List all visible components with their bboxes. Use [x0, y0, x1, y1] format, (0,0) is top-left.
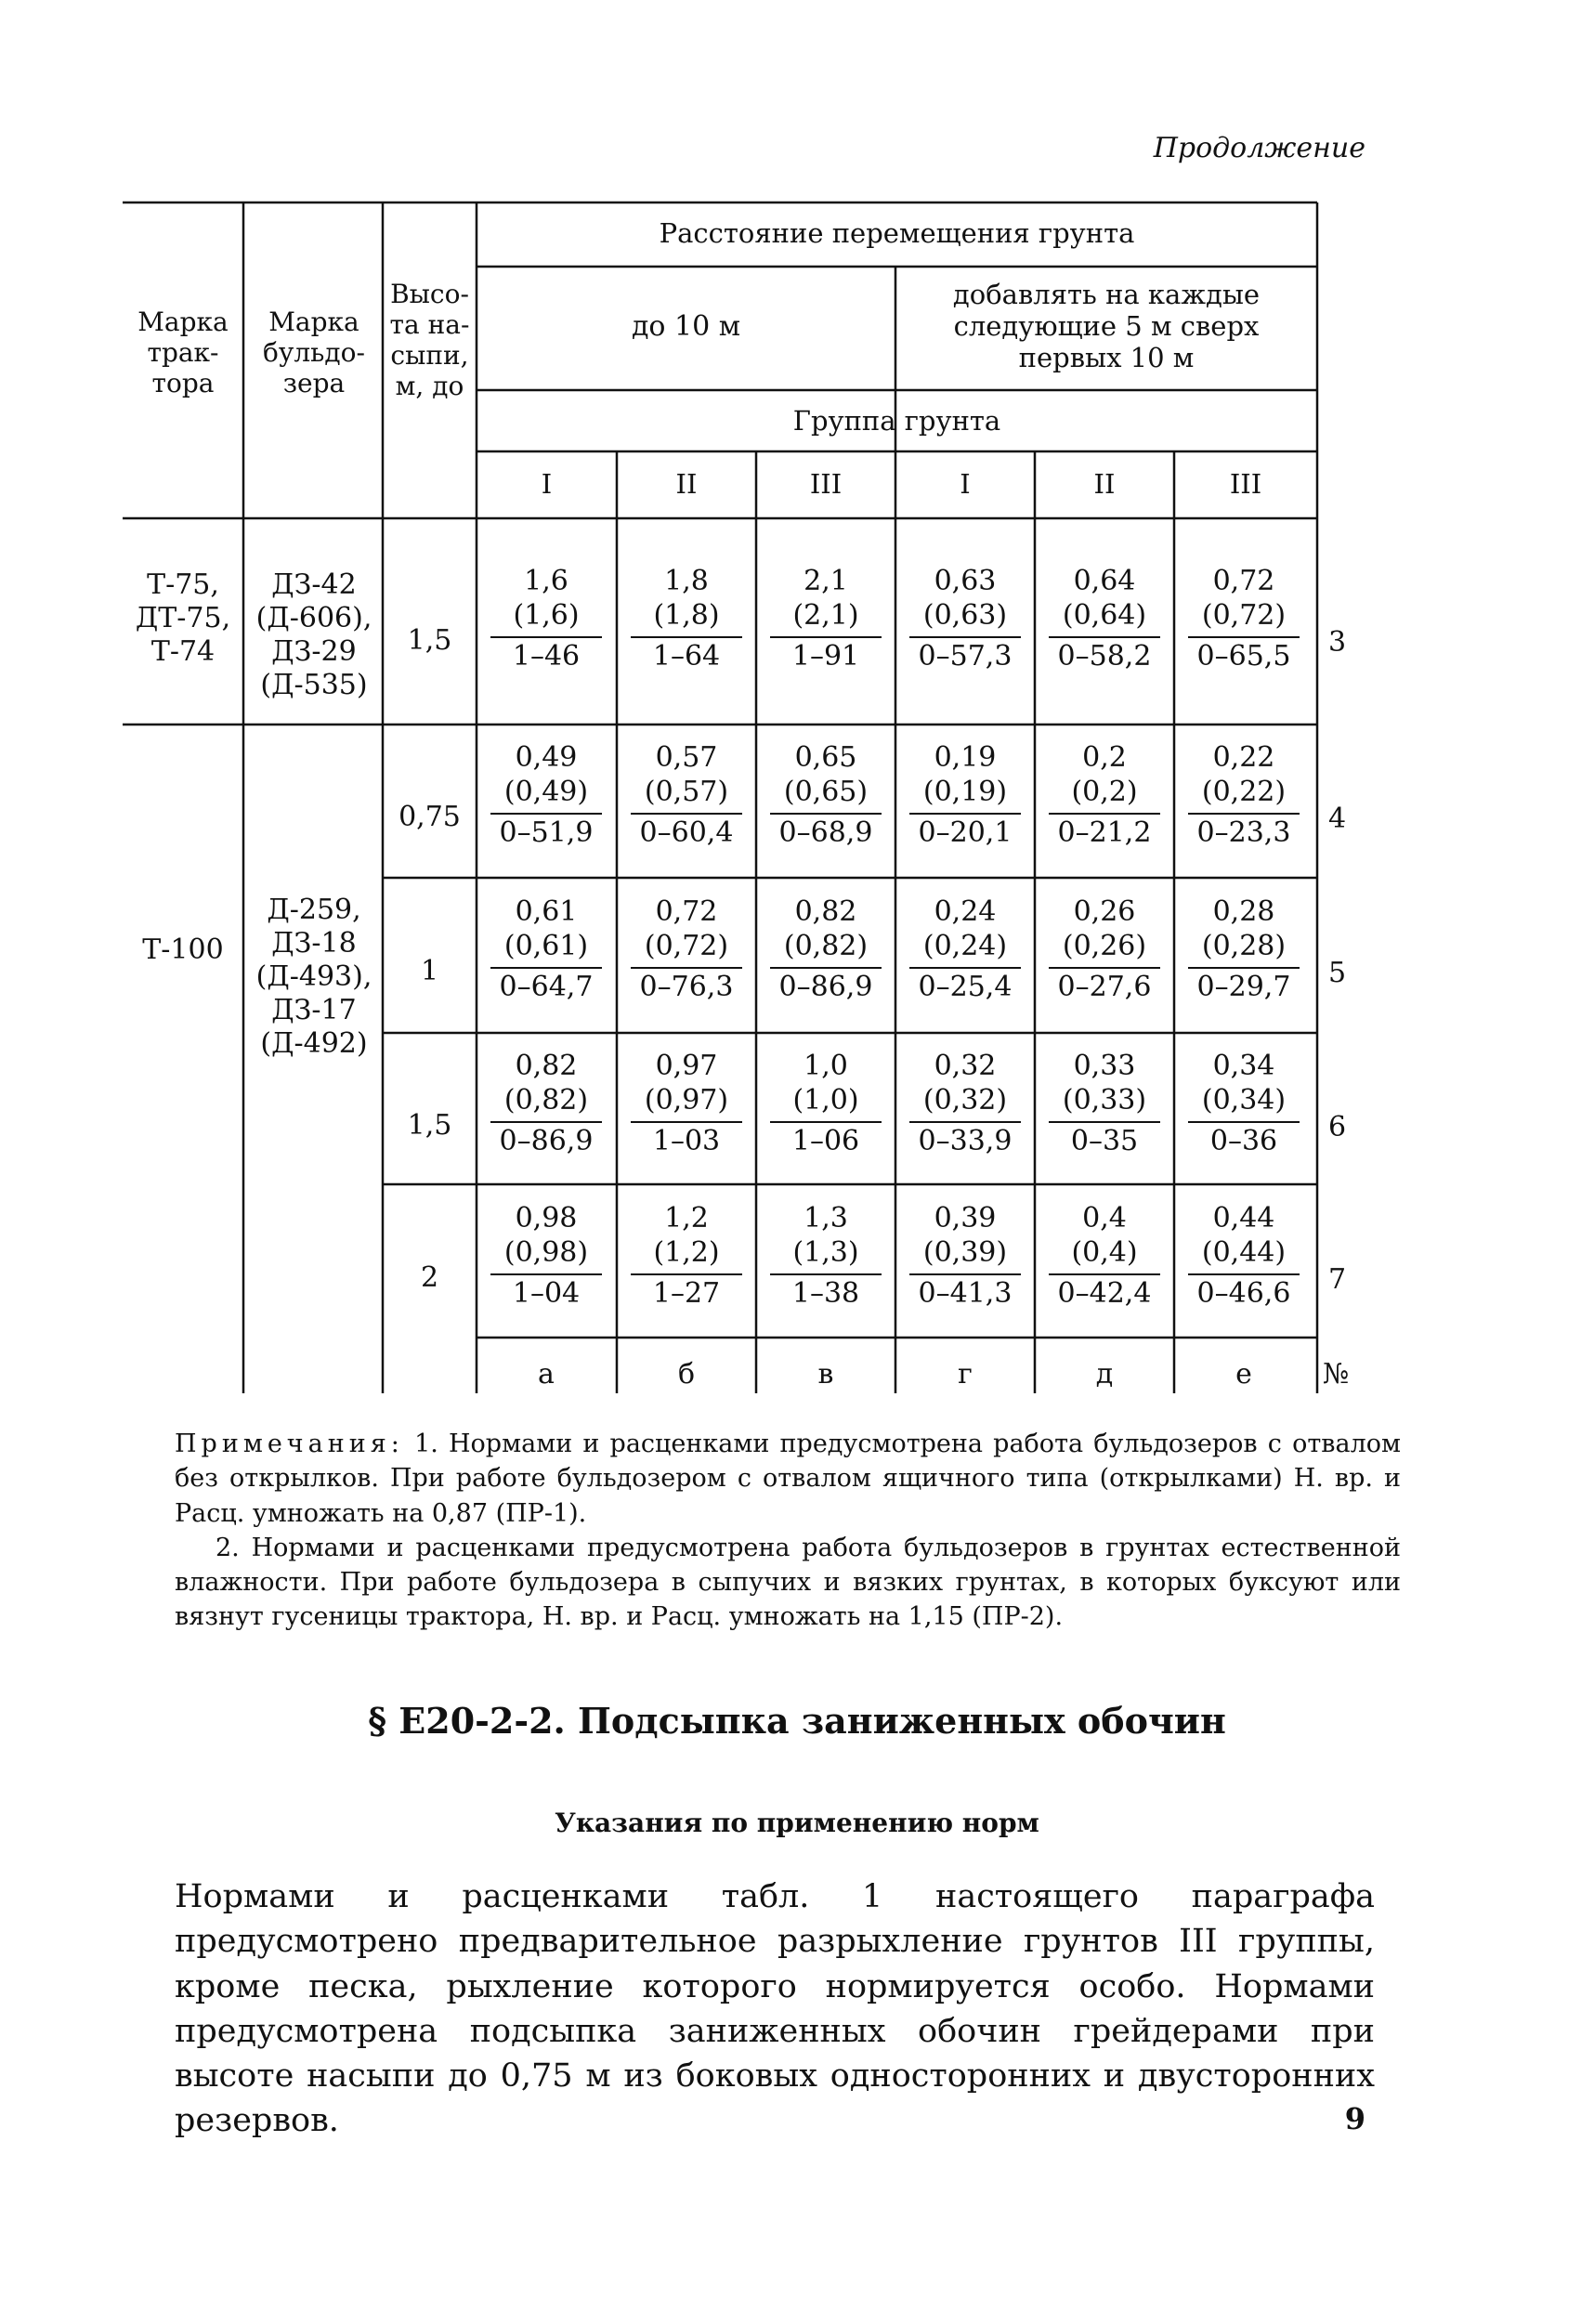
rate-time-alt: (0,34)	[1201, 1083, 1287, 1116]
rate-price: 0–51,9	[490, 813, 602, 851]
rate-time-alt: (0,65)	[783, 775, 869, 808]
column-label: б	[677, 1358, 696, 1390]
rate-price: 0–42,4	[1049, 1273, 1160, 1312]
rate-time: 2,1	[804, 565, 848, 597]
row-number: 6	[1328, 1111, 1347, 1143]
note-1-text: 1. Нормами и расценками предусмотрена работа бульдозеров с отвалом без открылков. При работе бульдозером с отвалом ящичного типа (открылками) Н. вр. и Расц. умножать на 0,87 (ПР-1).	[175, 1430, 1401, 1528]
rate-time-alt: (1,3)	[792, 1235, 859, 1269]
rate-price: 1–03	[631, 1121, 742, 1159]
rate-time: 0,28	[1212, 895, 1275, 928]
rate-time: 0,34	[1212, 1050, 1275, 1082]
rate-time: 0,26	[1073, 895, 1136, 928]
rate-price: 0–20,1	[909, 813, 1021, 851]
rate-time: 0,32	[934, 1050, 997, 1082]
rate-cell	[756, 741, 895, 851]
rate-time: 0,61	[515, 895, 578, 928]
rate-cell	[477, 741, 616, 851]
rate-time-alt: (0,28)	[1201, 929, 1287, 962]
rate-cell	[756, 565, 895, 674]
rate-price: 1–64	[631, 636, 742, 674]
rate-time: 1,6	[524, 565, 568, 597]
continuation-label: Продолжение	[1153, 132, 1365, 164]
rate-cell	[477, 565, 616, 674]
rate-price: 1–38	[770, 1273, 882, 1312]
rate-price: 1–91	[770, 636, 882, 674]
group-header: III	[809, 468, 843, 500]
rate-time-alt: (2,1)	[792, 598, 859, 632]
rate-time: 0,2	[1082, 741, 1127, 774]
group-header: II	[1093, 468, 1116, 500]
rate-cell	[756, 895, 895, 1005]
rate-price: 0–57,3	[909, 636, 1021, 674]
rate-time-alt: (0,26)	[1062, 929, 1147, 962]
rate-price: 0–86,9	[770, 967, 882, 1005]
rate-cell	[1174, 565, 1313, 674]
rate-price: 1–27	[631, 1273, 742, 1312]
rate-time: 0,39	[934, 1202, 997, 1234]
group-header: I	[960, 468, 971, 500]
rate-time: 0,72	[1212, 565, 1275, 597]
rate-price: 0–36	[1188, 1121, 1300, 1159]
rate-cell	[1035, 1050, 1174, 1159]
rate-time: 1,8	[664, 565, 709, 597]
note-2-text: 2. Нормами и расценками предусмотрена работа бульдозеров в грунтах естественной влажности. При работе бульдозера в сыпучих и вязких грунтах, в которых буксуют или вязнут гусеницы трактора, Н. вр. и Расц. умножать на 1,15 (ПР-2).	[175, 1533, 1401, 1632]
height-value: 2	[420, 1261, 439, 1294]
rate-time-alt: (0,72)	[644, 929, 729, 962]
body-paragraph: Нормами и расценками табл. 1 настоящего параграфа предусмотрено предварительное разрыхление грунтов III группы, кроме песка, рыхление которого нормируется особо. Нормами предусмотрена подсыпка заниженных обочин грейдерами при высоте насыпи до 0,75 м из боковых односторонних и двусторонних резервов.	[175, 1878, 1375, 2140]
tractor-2: Т-100	[142, 934, 224, 966]
rate-cell	[1174, 1050, 1313, 1159]
rate-price: 0–46,6	[1188, 1273, 1300, 1312]
rate-cell	[477, 895, 616, 1005]
rate-price: 0–23,3	[1188, 813, 1300, 851]
rate-price: 0–35	[1049, 1121, 1160, 1159]
rate-price: 0–86,9	[490, 1121, 602, 1159]
row-number: 4	[1328, 803, 1347, 835]
note-2	[175, 1531, 1401, 1635]
rate-time: 1,0	[804, 1050, 848, 1082]
rate-price: 0–60,4	[631, 813, 742, 851]
rate-price: 0–76,3	[631, 967, 742, 1005]
rate-time-alt: (0,24)	[922, 929, 1008, 962]
rate-cell	[1174, 895, 1313, 1005]
column-label: г	[958, 1358, 973, 1390]
rate-time-alt: (1,6)	[513, 598, 580, 632]
rate-price: 0–41,3	[909, 1273, 1021, 1312]
rate-time: 1,3	[804, 1202, 848, 1234]
rate-time: 1,2	[664, 1202, 709, 1234]
rate-cell	[895, 565, 1035, 674]
rate-price: 0–29,7	[1188, 967, 1300, 1005]
rate-cell	[895, 895, 1035, 1005]
rate-cell	[756, 1202, 895, 1312]
rate-time-alt: (0,63)	[922, 598, 1008, 632]
rate-cell	[617, 1202, 756, 1312]
column-label: д	[1095, 1358, 1114, 1390]
rate-time: 0,64	[1073, 565, 1136, 597]
rate-cell	[617, 1050, 756, 1159]
header-add-each: добавлять на каждые следующие 5 м сверх первых 10 м	[952, 279, 1261, 374]
rate-price: 1–46	[490, 636, 602, 674]
rate-time-alt: (0,97)	[644, 1083, 729, 1116]
rate-price: 0–65,5	[1188, 636, 1300, 674]
rate-time-alt: (1,2)	[653, 1235, 720, 1269]
bulldozer-1: ДЗ-42 (Д-606), ДЗ-29 (Д-535)	[255, 568, 372, 701]
rate-price: 0–64,7	[490, 967, 602, 1005]
tractor-1: Т-75, ДТ-75, Т-74	[135, 568, 231, 668]
rate-time-alt: (0,82)	[503, 1083, 589, 1116]
rate-price: 1–06	[770, 1121, 882, 1159]
header-tractor: Марка трак-тора	[137, 307, 229, 399]
rate-time-alt: (0,33)	[1062, 1083, 1147, 1116]
rate-time: 0,72	[655, 895, 718, 928]
bulldozer-2: Д-259, ДЗ-18 (Д-493), ДЗ-17 (Д-492)	[255, 894, 372, 1060]
rate-cell	[895, 1050, 1035, 1159]
rate-time: 0,65	[794, 741, 857, 774]
height-value: 1	[420, 955, 439, 987]
rate-time-alt: (0,61)	[503, 929, 589, 962]
column-label: а	[538, 1358, 555, 1390]
row-number: 5	[1328, 957, 1347, 989]
rate-time-alt: (0,49)	[503, 775, 589, 808]
rate-time-alt: (0,82)	[783, 929, 869, 962]
height-value: 0,75	[398, 801, 461, 833]
group-header: III	[1229, 468, 1262, 500]
rate-cell	[1035, 565, 1174, 674]
row-number: 3	[1328, 626, 1347, 659]
height-value: 1,5	[407, 1109, 452, 1142]
rate-cell	[1035, 1202, 1174, 1312]
rate-cell	[1174, 1202, 1313, 1312]
rate-time-alt: (0,57)	[644, 775, 729, 808]
rate-cell	[756, 1050, 895, 1159]
rate-time-alt: (0,4)	[1071, 1235, 1138, 1269]
rate-cell	[477, 1202, 616, 1312]
rate-time: 0,44	[1212, 1202, 1275, 1234]
header-distance: Расстояние перемещения грунта	[659, 217, 1135, 249]
rate-cell	[617, 895, 756, 1005]
rate-cell	[617, 741, 756, 851]
rate-price: 1–04	[490, 1273, 602, 1312]
rate-time-alt: (0,98)	[503, 1235, 589, 1269]
rate-time-alt: (0,44)	[1201, 1235, 1287, 1269]
rate-time: 0,82	[515, 1050, 578, 1082]
rate-time-alt: (0,2)	[1071, 775, 1138, 808]
height-value: 1,5	[407, 624, 452, 657]
rate-time-alt: (1,0)	[792, 1083, 859, 1116]
rate-price: 0–33,9	[909, 1121, 1021, 1159]
header-height: Высо-та на-сыпи, м, до	[389, 279, 470, 402]
rate-time: 0,97	[655, 1050, 718, 1082]
rate-price: 0–68,9	[770, 813, 882, 851]
column-label: в	[817, 1358, 834, 1390]
notes-title: Примечания:	[175, 1430, 404, 1458]
page-number: 9	[1344, 2101, 1365, 2136]
rate-cell	[895, 741, 1035, 851]
rate-time: 0,4	[1082, 1202, 1127, 1234]
column-label: е	[1235, 1358, 1252, 1390]
rate-price: 0–58,2	[1049, 636, 1160, 674]
rate-time-alt: (0,22)	[1201, 775, 1287, 808]
rate-time: 0,82	[794, 895, 857, 928]
rate-time: 0,19	[934, 741, 997, 774]
section-title: § Е20-2-2. Подсыпка заниженных обочин	[368, 1700, 1226, 1742]
rate-price: 0–27,6	[1049, 967, 1160, 1005]
rate-time-alt: (0,19)	[922, 775, 1008, 808]
rate-time-alt: (1,8)	[653, 598, 720, 632]
rate-time: 0,49	[515, 741, 578, 774]
rate-cell	[1035, 895, 1174, 1005]
rate-price: 0–21,2	[1049, 813, 1160, 851]
note-1	[175, 1427, 1401, 1531]
rate-cell	[1174, 741, 1313, 851]
rate-time-alt: (0,72)	[1201, 598, 1287, 632]
rate-cell	[477, 1050, 616, 1159]
rate-price: 0–25,4	[909, 967, 1021, 1005]
rate-time-alt: (0,32)	[922, 1083, 1008, 1116]
rate-time-alt: (0,64)	[1062, 598, 1147, 632]
rate-time: 0,57	[655, 741, 718, 774]
num-label: №	[1323, 1358, 1350, 1390]
header-up-to-10: до 10 м	[631, 310, 741, 343]
rate-time-alt: (0,39)	[922, 1235, 1008, 1269]
group-header: I	[541, 468, 553, 500]
group-header: II	[675, 468, 698, 500]
rate-time: 0,22	[1212, 741, 1275, 774]
rate-time: 0,24	[934, 895, 997, 928]
rate-cell	[617, 565, 756, 674]
subheading: Указания по применению норм	[555, 1808, 1039, 1838]
rate-cell	[1035, 741, 1174, 851]
rate-time: 0,33	[1073, 1050, 1136, 1082]
notes	[175, 1427, 1401, 1635]
rate-time: 0,63	[934, 565, 997, 597]
header-bulldozer: Марка бульдо-зера	[263, 307, 365, 399]
rate-cell	[895, 1202, 1035, 1312]
rate-time: 0,98	[515, 1202, 578, 1234]
header-soil-group: Группа грунта	[792, 405, 1001, 437]
row-number: 7	[1328, 1263, 1347, 1296]
